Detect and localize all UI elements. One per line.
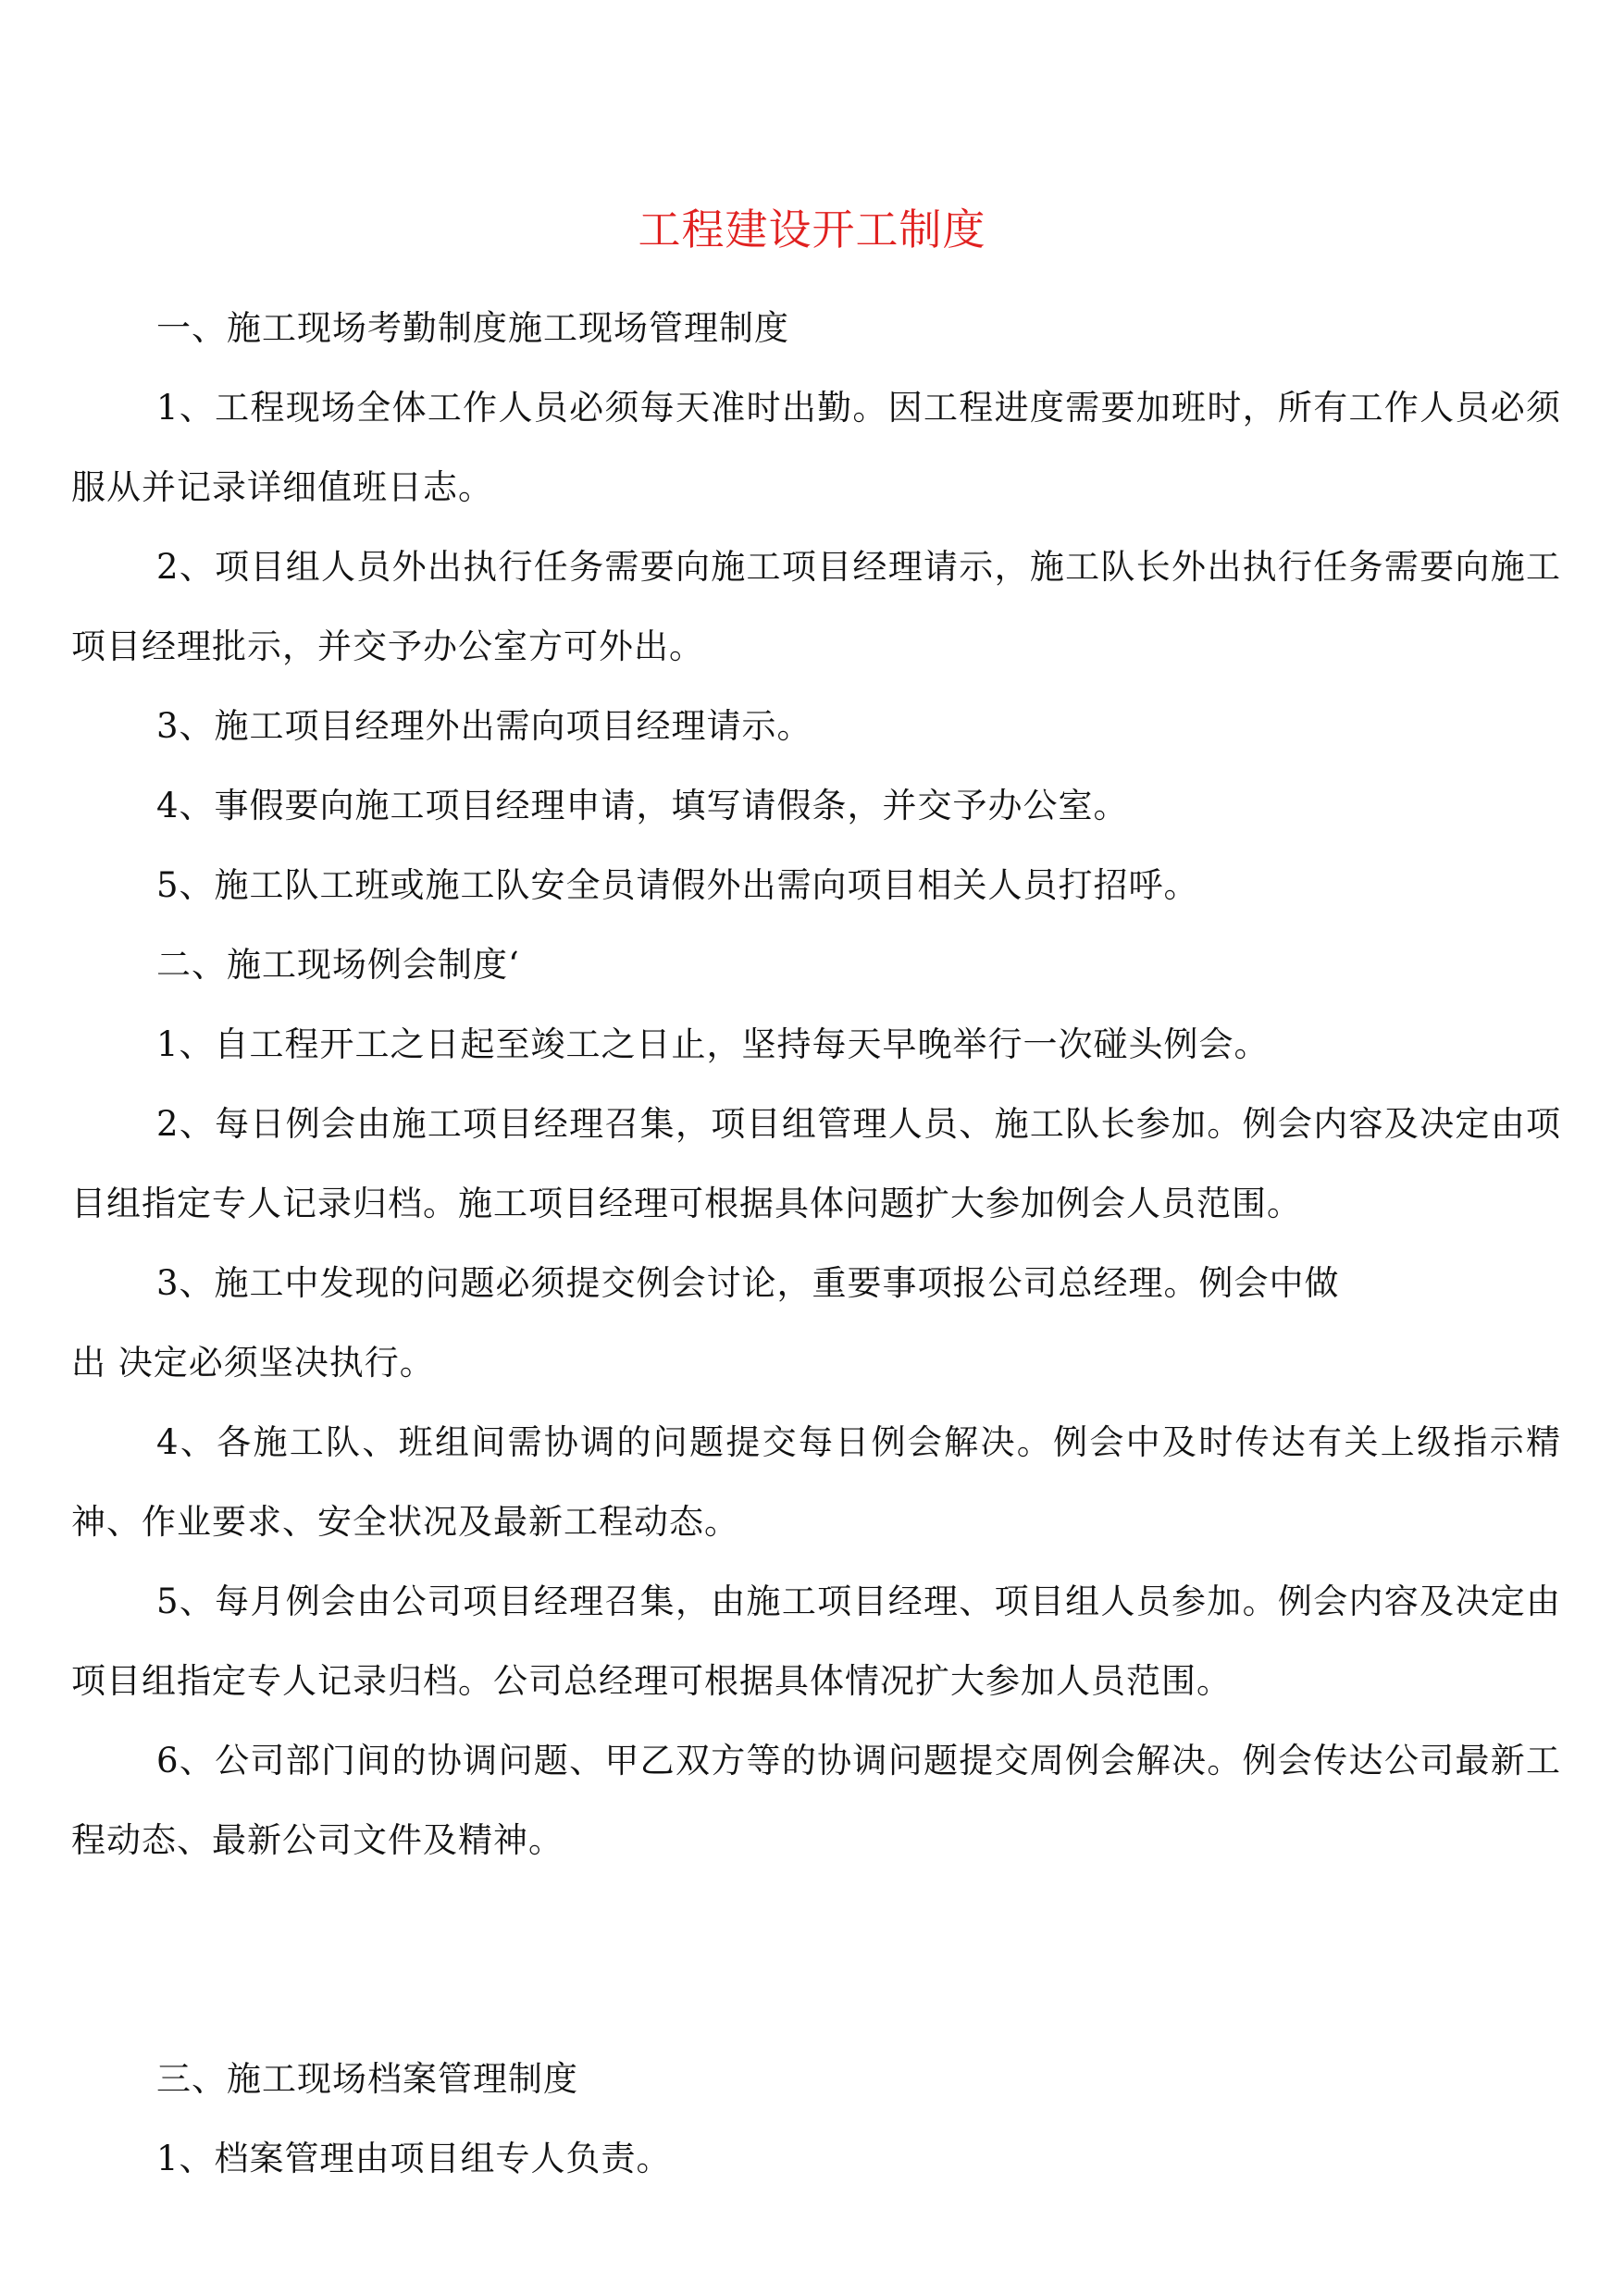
document-title: 工程建设开工制度 — [638, 205, 986, 254]
paragraph: 4、各施工队、班组间需协调的问题提交每日例会解决。例会中及时传达有关上级指示精神、作业要求、安全状况及最新工程动态。 — [71, 1422, 1561, 1542]
section-spacer — [71, 1880, 1561, 2040]
paragraph: 5、每月例会由公司项目经理召集，由施工项目经理、项目组人员参加。例会内容及决定由项目组指定专人记录归档。公司总经理可根据具体情况扩大参加人员范围。 — [71, 1582, 1561, 1701]
paragraph: 5、施工队工班或施工队安全员请假外出需向项目相关人员打招呼。 — [156, 865, 1199, 905]
section-heading-meetings: 二、施工现场例会制度‘ — [156, 945, 520, 985]
section-heading-archives: 三、施工现场档案管理制度 — [156, 2059, 578, 2099]
section-heading-attendance: 一、施工现场考勤制度施工现场管理制度 — [156, 308, 789, 348]
paragraph: 6、公司部门间的协调问题、甲乙双方等的协调问题提交周例会解决。例会传达公司最新工程动态、最新公司文件及精神。 — [71, 1741, 1561, 1860]
document-body — [71, 289, 1561, 2199]
paragraph: 2、每日例会由施工项目经理召集，项目组管理人员、施工队长参加。例会内容及决定由项目组指定专人记录归档。施工项目经理可根据具体问题扩大参加例会人员范围。 — [71, 1104, 1561, 1223]
paragraph: 1、工程现场全体工作人员必须每天准时出勤。因工程进度需要加班时，所有工作人员必须服从并记录详细值班日志。 — [71, 388, 1561, 507]
paragraph: 3、施工项目经理外出需向项目经理请示。 — [156, 706, 812, 746]
paragraph: 1、自工程开工之日起至竣工之日止，坚持每天早晚举行一次碰头例会。 — [156, 1024, 1270, 1064]
paragraph: 4、事假要向施工项目经理申请，填写请假条，并交予办公室。 — [156, 786, 1129, 825]
paragraph: 1、档案管理由项目组专人负责。 — [156, 2139, 672, 2178]
paragraph: 3、施工中发现的问题必须提交例会讨论，重要事项报公司总经理。例会中做 — [156, 1263, 1340, 1303]
paragraph: 2、项目组人员外出执行任务需要向施工项目经理请示，施工队长外出执行任务需要向施工项目经理批示，并交予办公室方可外出。 — [71, 547, 1561, 666]
paragraph-continuation: 出 决定必须坚决执行。 — [71, 1343, 435, 1383]
